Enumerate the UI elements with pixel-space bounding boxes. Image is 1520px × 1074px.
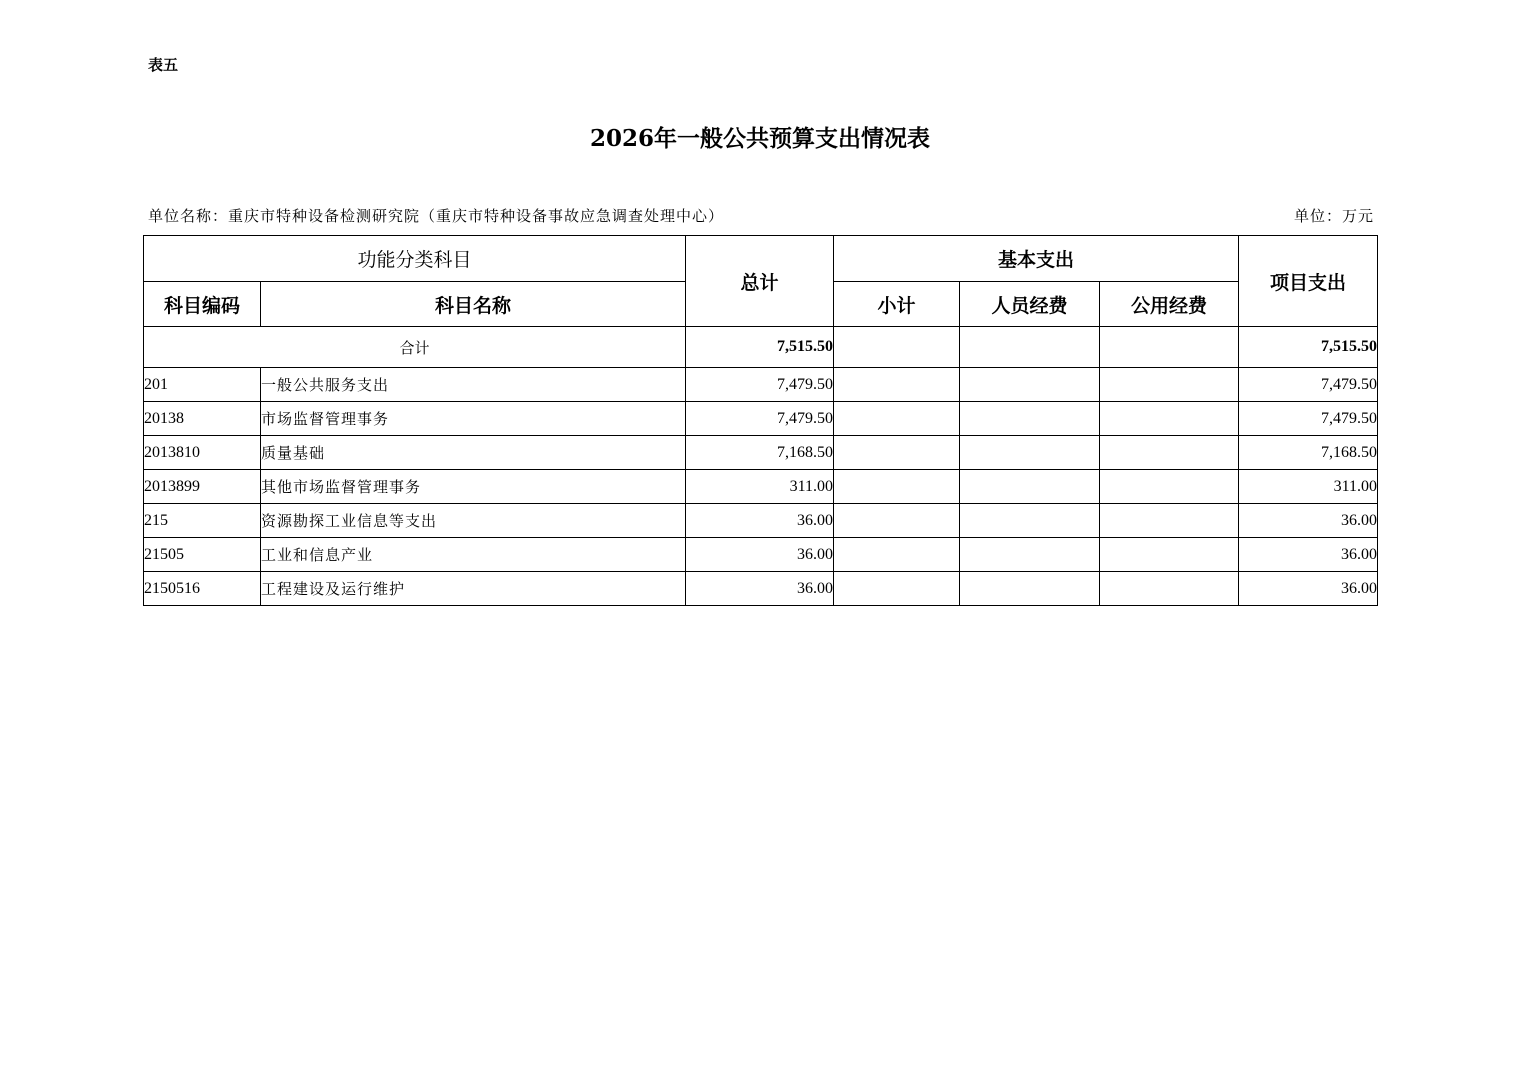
header-public: 公用经费 (1100, 282, 1239, 327)
row-subtotal (834, 538, 960, 572)
row-public (1100, 368, 1239, 402)
total-cell-personnel (960, 327, 1100, 368)
row-personnel (960, 572, 1100, 606)
row-personnel (960, 538, 1100, 572)
row-public (1100, 538, 1239, 572)
row-total: 7,479.50 (686, 402, 834, 436)
budget-table (143, 235, 1378, 606)
unit-name-text: 单位名称：重庆市特种设备检测研究院（重庆市特种设备事故应急调查处理中心） (148, 207, 725, 225)
table-row (144, 572, 1378, 606)
row-code: 2013899 (144, 470, 261, 504)
row-code: 201 (144, 368, 261, 402)
row-code: 215 (144, 504, 261, 538)
header-project-expense: 项目支出 (1239, 236, 1378, 327)
row-name: 市场监督管理事务 (261, 402, 686, 436)
row-name: 资源勘探工业信息等支出 (261, 504, 686, 538)
row-total: 36.00 (686, 538, 834, 572)
row-subtotal (834, 572, 960, 606)
header-personnel: 人员经费 (960, 282, 1100, 327)
total-label: 合计 (144, 327, 686, 368)
row-name: 其他市场监督管理事务 (261, 470, 686, 504)
row-project: 36.00 (1239, 572, 1378, 606)
row-project: 311.00 (1239, 470, 1378, 504)
table-row (144, 402, 1378, 436)
header-name: 科目名称 (261, 282, 686, 327)
row-personnel (960, 504, 1100, 538)
row-public (1100, 504, 1239, 538)
row-personnel (960, 368, 1100, 402)
row-public (1100, 436, 1239, 470)
header-basic-expense: 基本支出 (834, 236, 1239, 282)
header-func-category: 功能分类科目 (144, 236, 686, 282)
row-code: 2150516 (144, 572, 261, 606)
row-personnel (960, 402, 1100, 436)
row-project: 7,479.50 (1239, 368, 1378, 402)
row-total: 36.00 (686, 504, 834, 538)
row-public (1100, 402, 1239, 436)
row-subtotal (834, 504, 960, 538)
row-total: 7,479.50 (686, 368, 834, 402)
row-code: 20138 (144, 402, 261, 436)
table-row (144, 504, 1378, 538)
row-project: 36.00 (1239, 538, 1378, 572)
header-code: 科目编码 (144, 282, 261, 327)
total-cell-total: 7,515.50 (686, 327, 834, 368)
total-cell-subtotal (834, 327, 960, 368)
row-code: 21505 (144, 538, 261, 572)
header-subtotal: 小计 (834, 282, 960, 327)
row-subtotal (834, 436, 960, 470)
total-cell-project: 7,515.50 (1239, 327, 1378, 368)
table-row (144, 470, 1378, 504)
row-subtotal (834, 402, 960, 436)
row-personnel (960, 436, 1100, 470)
row-total: 7,168.50 (686, 436, 834, 470)
currency-unit-text: 单位：万元 (1293, 207, 1374, 225)
table-row (144, 538, 1378, 572)
row-public (1100, 572, 1239, 606)
row-public (1100, 470, 1239, 504)
row-project: 7,479.50 (1239, 402, 1378, 436)
total-cell-public (1100, 327, 1239, 368)
row-total: 36.00 (686, 572, 834, 606)
total-row (144, 327, 1378, 368)
row-project: 36.00 (1239, 504, 1378, 538)
table-row (144, 368, 1378, 402)
table-number-label: 表五 (148, 56, 179, 74)
row-personnel (960, 470, 1100, 504)
row-code: 2013810 (144, 436, 261, 470)
row-project: 7,168.50 (1239, 436, 1378, 470)
page-title: 2026年一般公共预算支出情况表 (589, 125, 930, 152)
row-name: 工业和信息产业 (261, 538, 686, 572)
row-name: 工程建设及运行维护 (261, 572, 686, 606)
row-name: 一般公共服务支出 (261, 368, 686, 402)
row-total: 311.00 (686, 470, 834, 504)
table-row (144, 436, 1378, 470)
header-total: 总计 (686, 236, 834, 327)
row-subtotal (834, 470, 960, 504)
row-name: 质量基础 (261, 436, 686, 470)
row-subtotal (834, 368, 960, 402)
